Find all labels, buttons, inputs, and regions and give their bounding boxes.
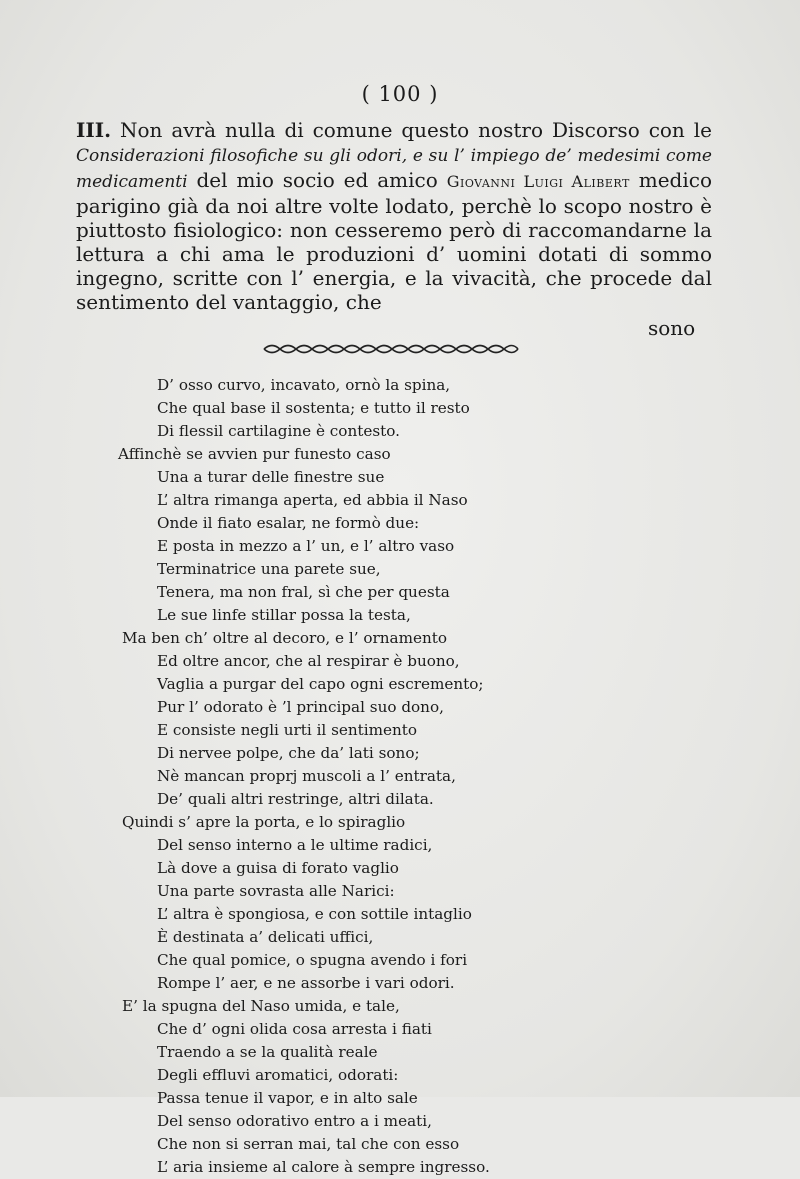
verse-line: E’ la spugna del Naso umida, e tale, (122, 997, 400, 1015)
verse-line: Affinchè se avvien pur funesto caso (118, 445, 391, 463)
author-name: Giovanni Luigi Alibert (446, 172, 630, 191)
cited-work-title: Considerazioni filosofiche su gli odori, e su l’ impiego de’ medesimi come medicamenti (76, 146, 712, 192)
verse-line: Di nervee polpe, che da’ lati sono; (157, 744, 420, 762)
verse-line: Nè mancan proprj muscoli a l’ entrata, (157, 767, 456, 785)
verse-line: Ed oltre ancor, che al respirar è buono, (157, 652, 460, 670)
verse-line: Ma ben ch’ oltre al decoro, e l’ ornamento (122, 629, 448, 647)
paragraph-iii (76, 118, 712, 314)
verse-line: Che non si serran mai, tal che con esso (157, 1135, 460, 1153)
verse-line: De’ quali altri restringe, altri dilata. (157, 790, 434, 808)
verse-line: Onde il fiato esalar, ne formò due: (157, 514, 420, 532)
verse-line: Del senso odorativo entro a i meati, (157, 1112, 432, 1130)
catchword: sono (648, 316, 696, 340)
verse-line: Le sue linfe stillar possa la testa, (157, 606, 411, 624)
verse-line: Passa tenue il vapor, e in alto sale (157, 1089, 418, 1107)
verse-line: Là dove a guisa di forato vaglio (157, 859, 399, 877)
verse-line: Vaglia a purgar del capo ogni escremento; (157, 675, 484, 693)
paragraph-text-1: Non avrà nulla di comune questo nostro Discorso con le (111, 118, 712, 142)
verse-line: Che qual pomice, o spugna avendo i fori (157, 951, 468, 969)
verse-line: Terminatrice una parete sue, (157, 560, 381, 578)
verse-line: D’ osso curvo, incavato, ornò la spina, (157, 376, 451, 394)
verse-line: È destinata a’ delicati uffici, (157, 928, 374, 946)
verse-line: Una a turar delle finestre sue (157, 468, 385, 486)
section-number: III. (76, 118, 112, 142)
verse-line: Di flessil cartilagine è contesto. (157, 422, 400, 440)
paragraph-text-2: del mio socio ed amico (187, 168, 447, 192)
verse-line: Quindi s’ apre la porta, e lo spiraglio (122, 813, 406, 831)
page-number: ( 100 ) (361, 82, 439, 106)
verse-line: E consiste negli urti il sentimento (157, 721, 418, 739)
paragraph-text-3: medico parigino già da noi altre volte lodato, perchè lo scopo nostro è piuttosto fisiologico: non cesseremo però di raccomandarne la lettura a chi ama le produzioni d’ uomini dotati di sommo ingegno, scritte con l’ energia, e la vivacità, che procede dal sentimento del vantaggio, che (76, 168, 712, 314)
verse-line: L’ altra rimanga aperta, ed abbia il Naso (157, 491, 468, 509)
verse-line: Una parte sovrasta alle Narici: (157, 882, 395, 900)
verse-line: L’ aria insieme al calore à sempre ingresso. (157, 1158, 490, 1176)
ornament-divider (262, 342, 520, 356)
verse-line: Traendo a se la qualità reale (157, 1043, 378, 1061)
verse-line: Che qual base il sostenta; e tutto il resto (157, 399, 470, 417)
verse-line: Degli effluvi aromatici, odorati: (157, 1066, 399, 1084)
verse-line: Del senso interno a le ultime radici, (157, 836, 433, 854)
verse-line: Rompe l’ aer, e ne assorbe i vari odori. (157, 974, 455, 992)
verse-line: Tenera, ma non fral, sì che per questa (157, 583, 450, 601)
verse-line: Pur l’ odorato è ’l principal suo dono, (157, 698, 444, 716)
verse-line: Che d’ ogni olida cosa arresta i fiati (157, 1020, 432, 1038)
verse-line: L’ altra è spongiosa, e con sottile intaglio (157, 905, 472, 923)
verse-line: E posta in mezzo a l’ un, e l’ altro vaso (157, 537, 455, 555)
